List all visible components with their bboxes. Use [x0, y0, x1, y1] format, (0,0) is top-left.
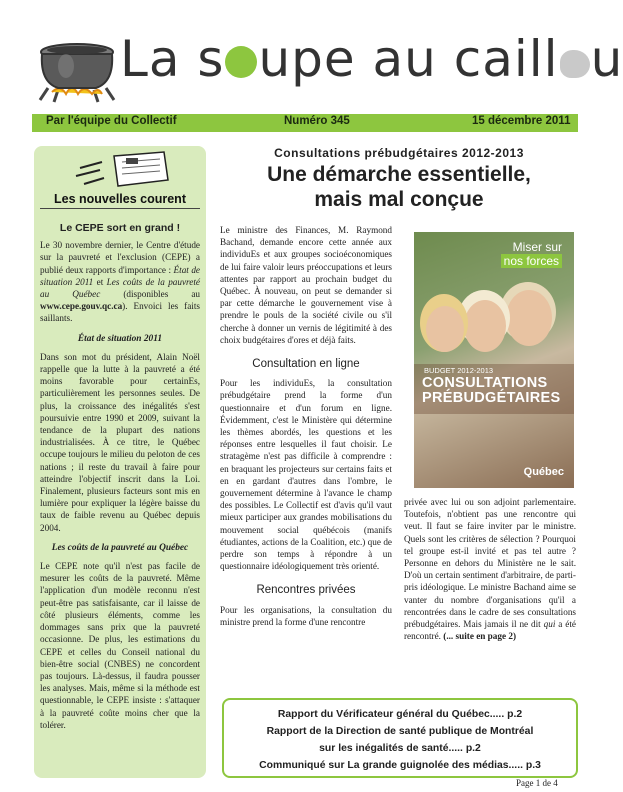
article-subheading: Rencontres privées: [256, 584, 356, 597]
banner-author: Par l'équipe du Collectif: [46, 115, 177, 127]
sidebar-subheading: Les coûts de la pauvreté au Québec: [51, 542, 189, 553]
cover-slogan: [501, 240, 562, 268]
contents-item[interactable]: Communiqué sur La grande guignolée des médias..... p.3: [259, 760, 541, 771]
sidebar-paragraph: Le CEPE note qu'il n'est pas facile de mesurer les coûts de la pauvreté. Même l'application d'un modèle reconnu n'est peut-être pas satisfaisante, car il laisse de côté plusieurs éléments, comme les dommages sans prix que la pauvreté occasionne. De plus, les estimations du CEPE et celles du Conseil national du bien-être social (CNBES) ne concordent pas toujours. Là-dessus, il faudra pousser les analyses. Mais, même si la méthode est questionnable, le CEPE insiste : s'attaquer à la pauvreté coûte moins cher que la tolérer.: [40, 561, 200, 730]
sidebar-news: [34, 146, 206, 778]
report-title: Les coûts de la pauvreté au Québec: [40, 276, 201, 300]
grandfather-face: [506, 290, 552, 346]
contents-box: [222, 698, 578, 778]
issue-banner: [32, 114, 578, 132]
article-subheading: Consultation en ligne: [252, 358, 360, 371]
contents-item[interactable]: sur les inégalités de santé..... p.2: [319, 743, 481, 754]
cover-title-line: CONSULTATIONS: [422, 375, 548, 391]
quebec-logo: Québec: [523, 466, 564, 478]
title-text-1: La s: [120, 30, 225, 88]
slogan-line: Miser sur: [512, 240, 562, 254]
contents-item[interactable]: Rapport du Vérificateur général du Québec..... p.2: [277, 709, 523, 720]
page-number: Page 1 de 4: [516, 778, 558, 788]
cover-budget: BUDGET 2012-2013: [424, 366, 494, 375]
stone-icon: [560, 50, 590, 78]
article-paragraph: [404, 496, 576, 642]
masthead-title: [120, 30, 623, 88]
title-text-3: u: [590, 30, 623, 88]
banner-date: 15 décembre 2011: [472, 115, 571, 127]
article-paragraph: Le ministre des Finances, M. Raymond Bachand, demande encore cette année aux individuEs et aux groupes socioéconomiques de lui faire valoir leurs préoccupations et leurs attentes par rapport au prochain budget du Québec. À nouveau, on peut se demander si par cette démarche le gouvernement vise à prendre le pouls de la société civile ou s'il cherche à donner un vernis de légitimité à des choix budgétaires d'ores et déjà faits.: [220, 225, 392, 345]
grandmother-face: [464, 300, 506, 352]
text-span: privée avec lui ou son adjoint parlementaire. Toutefois, n'obtient pas une rencontre qui veut. Il faut se faire inviter par le ministre. Quels sont les critères de sélection ? Pourquoi tel groupe est-il invité et pas tel autre ? Personne en dehors du Ministère ne le sait. D'où un certain sentiment d'arbitraire, de parti-pris idéologique. Le ministre Bachand aime se vanter du nombre d'organisations qu'il a rencontrées dans le cadre de ses consultations prébudgétaires. Mais jamais il ne dit: [404, 497, 576, 630]
continued-link[interactable]: (... suite en page 2): [443, 631, 517, 642]
contents-item[interactable]: Rapport de la Direction de santé publique de Montréal: [266, 726, 534, 737]
text-span: (disponibles au: [100, 289, 200, 300]
cooking-pot-icon: [36, 36, 118, 104]
sidebar-body: [40, 222, 200, 731]
sidebar-paragraph: Dans son mot du président, Alain Noël rappelle que la lutte à la pauvreté a été moins favorable pour certainEs, particulièrement les personnes seules. De plus, la croissance des inégalités s'est poursuivie entre 1990 et 2009, suivant la tendance de la plupart des nations industrialisées. À ce titre, le Québec occupe toujours le milieu du peloton de ces nations ; il reste du travail à faire pour atteindre l'objectif inscrit dans la Loi. Finalement, plusieurs facteurs sont mis en lumière pour expliquer la légère baisse du taux de faible revenu au Québec depuis 2004.: [40, 351, 200, 533]
article-paragraph: Pour les individuEs, la consultation prébudgétaire prend la forme d'un questionnaire et d'un forum en ligne. Évidemment, c'est le Ministère qui détermine les thèmes abordés, les questions et les réponses entre lesquelles il faut choisir. Le stratagème n'est pas difficile à comprendre : en braquant les projecteurs sur certains faits et en en gardant d'autres dans l'ombre, le gouvernement détermine à l'avance le champ des possibles. Le Collectif est d'avis qu'il vaut mieux participer aux grandes mobilisations du mouvement social québécois (manifs étudiantes, actions de la Coalition, etc.) que de perdre son temps à répondre à un questionnaire idéologiquement très orienté.: [220, 378, 392, 572]
sidebar-subheading: État de situation 2011: [77, 333, 163, 344]
sidebar-heading: Les nouvelles courent: [40, 192, 200, 209]
emphasis: qui: [543, 619, 556, 630]
text-span: et: [93, 276, 107, 287]
cover-title-line: PRÉBUDGÉTAIRES: [422, 390, 561, 406]
headline-line: mais mal conçue: [314, 188, 484, 211]
text-span: ). Envoici les faits saillants.: [40, 301, 200, 324]
green-dot-icon: [225, 46, 257, 78]
cepe-link[interactable]: www.cepe.gouv.qc.ca: [40, 301, 123, 312]
article-column-1: [220, 224, 392, 628]
newspaper-icon: [74, 150, 170, 194]
sidebar-paragraph: [40, 239, 200, 324]
text-span: Le 30 novembre dernier, le Centre d'étude sur la pauvreté et l'exclusion (CEPE) a publié deux rapports d'importance :: [40, 240, 200, 275]
child-face: [426, 306, 464, 352]
banner-issue-number: Numéro 345: [284, 115, 350, 127]
headline-line: Une démarche essentielle,: [267, 163, 531, 186]
masthead: [0, 0, 623, 110]
consultation-cover-image: [414, 232, 574, 488]
sidebar-section-title: Le CEPE sort en grand !: [59, 222, 181, 234]
article-column-2: [404, 496, 576, 642]
article-kicker: Consultations prébudgétaires 2012-2013: [274, 146, 524, 160]
text-span: a été rencontré.: [404, 619, 576, 642]
cover-title: [422, 376, 560, 406]
article-headline: [214, 162, 584, 212]
report-title: État de situation 2011: [40, 264, 201, 287]
title-text-2: upe au caill: [258, 30, 559, 88]
slogan-line-highlight: nos forces: [501, 254, 562, 268]
article-paragraph: Pour les organisations, la consultation du ministre prend la forme d'une rencontre: [220, 604, 392, 627]
